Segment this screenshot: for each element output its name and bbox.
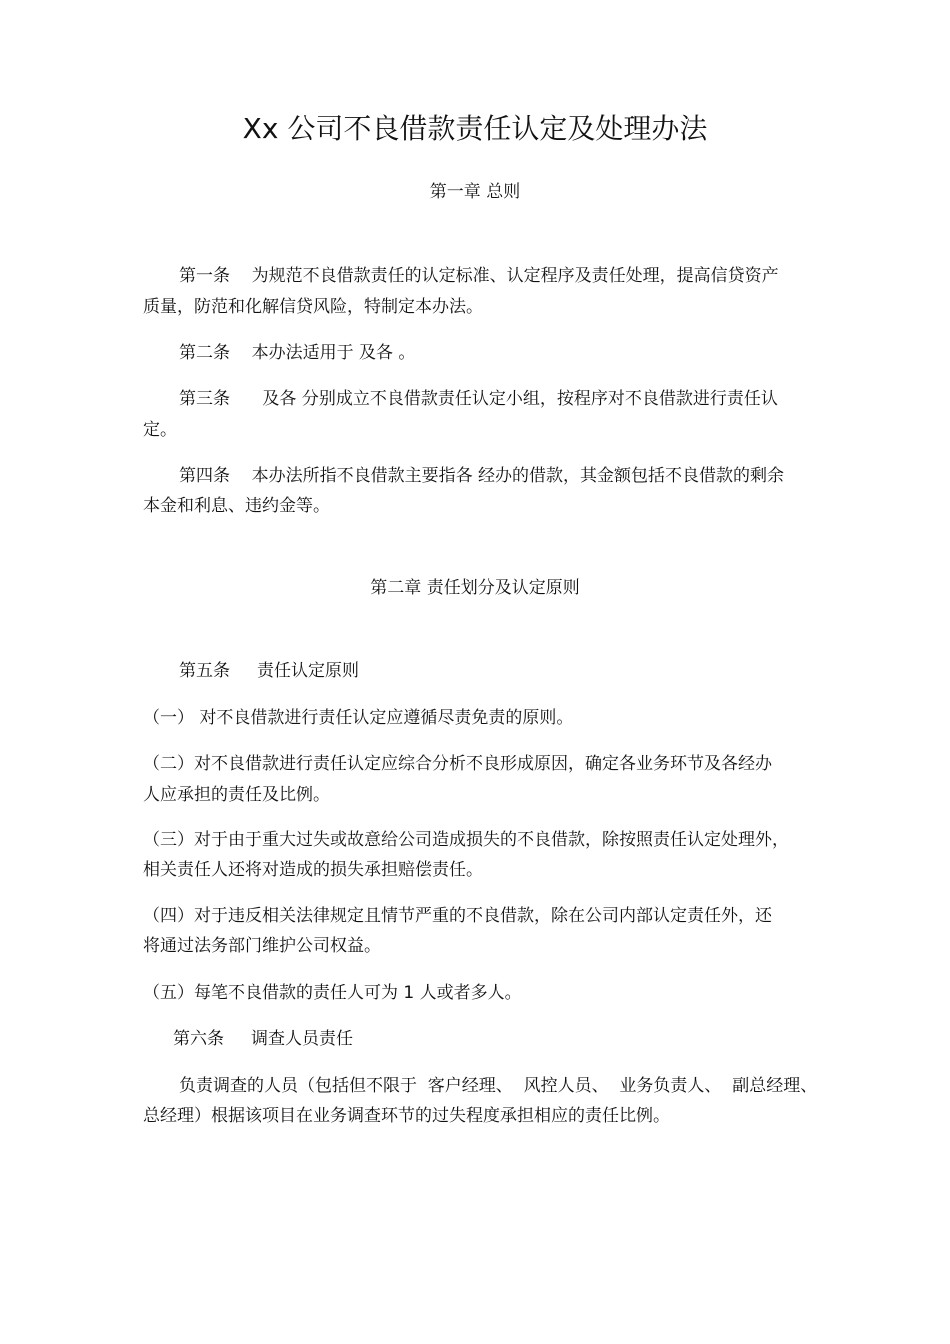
- clause-5-line-1: （五）每笔不良借款的责任人可为 1 人或者多人。: [143, 983, 522, 1003]
- clause-4-line-1: （四）对于违反相关法律规定且情节严重的不良借款，除在公司内部认定责任外，还: [143, 906, 772, 926]
- chapter-1-heading: 第一章 总则: [429, 182, 521, 202]
- clause-2-line-1: （二）对不良借款进行责任认定应综合分析不良形成原因，确定各业务环节及各经办: [143, 754, 772, 774]
- chapter-2-heading: 第二章 责任划分及认定原则: [370, 578, 580, 598]
- clause-2-line-2: 人应承担的责任及比例。: [143, 785, 330, 805]
- clause-4-line-2: 将通过法务部门维护公司权益。: [143, 936, 381, 956]
- clause-3-line-2: 相关责任人还将对造成的损失承担赔偿责任。: [143, 860, 483, 880]
- article-3-line-2: 定。: [143, 420, 177, 440]
- document-title: Xx 公司不良借款责任认定及处理办法: [242, 112, 708, 145]
- clause-1-line-1: （一） 对不良借款进行责任认定应遵循尽责免责的原则。: [143, 708, 574, 728]
- article-3-line-1: 第三条 及各 分别成立不良借款责任认定小组，按程序对不良借款进行责任认: [179, 389, 778, 409]
- article-4-line-2: 本金和利息、违约金等。: [143, 496, 330, 516]
- article-5-line-1: 第五条 责任认定原则: [179, 661, 360, 681]
- article-6-line-1: 第六条 调查人员责任: [173, 1029, 354, 1049]
- clause-3-line-1: （三）对于由于重大过失或故意给公司造成损失的不良借款，除按照责任认定处理外，: [143, 830, 789, 850]
- article-2-line-1: 第二条 本办法适用于 及各 。: [179, 343, 416, 363]
- article-6-body-line-1: 负责调查的人员（包括但不限于 客户经理、 风控人员、 业务负责人、 副总经理、: [179, 1076, 818, 1096]
- article-6-body-line-2: 总经理）根据该项目在业务调查环节的过失程度承担相应的责任比例。: [143, 1106, 670, 1126]
- article-4-line-1: 第四条 本办法所指不良借款主要指各 经办的借款，其金额包括不良借款的剩余: [179, 466, 785, 486]
- article-1-line-2: 质量，防范和化解信贷风险，特制定本办法。: [143, 297, 483, 317]
- article-1-line-1: 第一条 为规范不良借款责任的认定标准、认定程序及责任处理，提高信贷资产: [179, 266, 779, 286]
